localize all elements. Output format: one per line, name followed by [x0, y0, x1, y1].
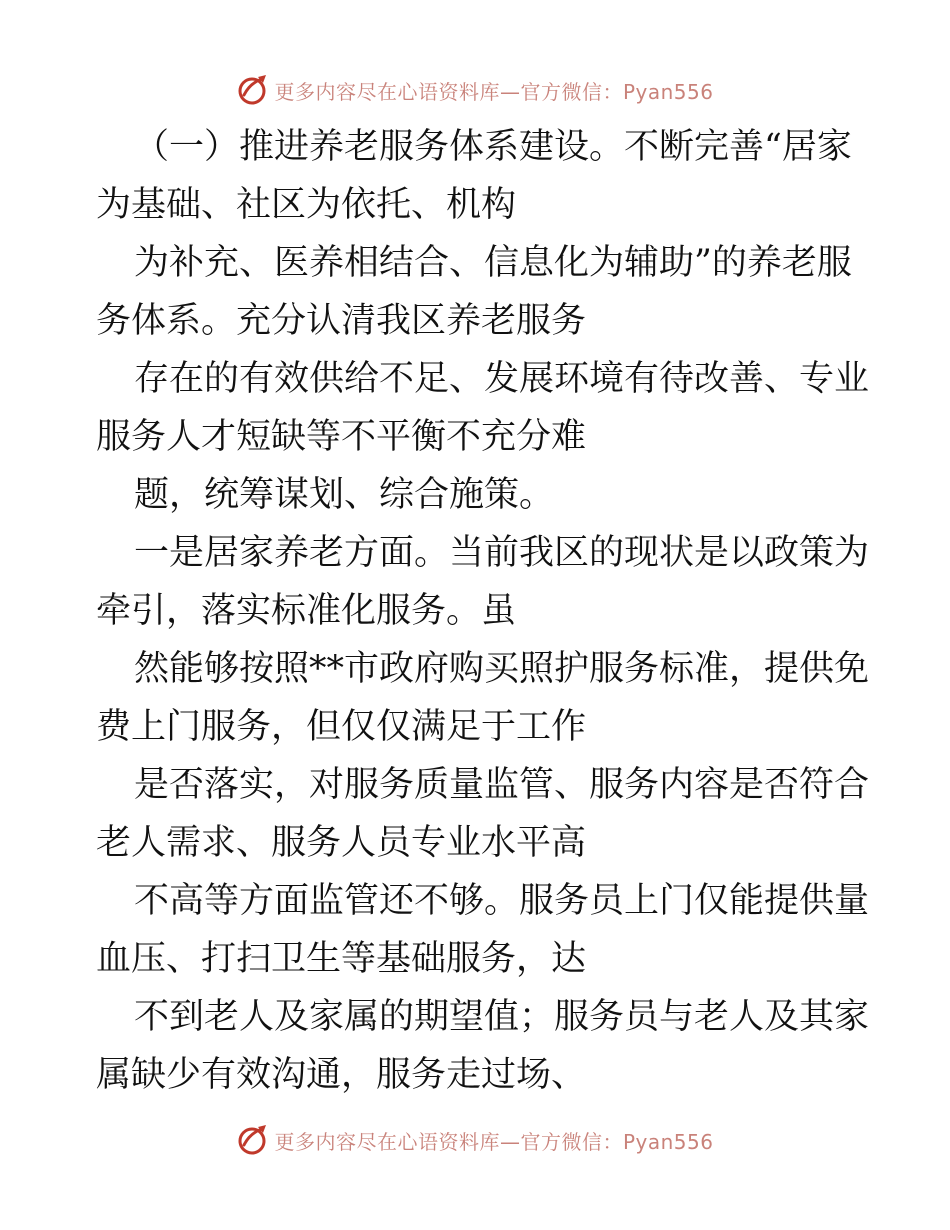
document-body: [96, 118, 870, 1104]
paragraph-line: 服务人才短缺等不平衡不充分难: [96, 417, 587, 457]
watermark-text: 更多内容尽在心语资料库—官方微信：Pyan556: [274, 79, 714, 104]
paragraph-line: 为基础、社区为依托、机构: [96, 185, 517, 225]
paragraph: [96, 350, 870, 466]
paragraph: [96, 756, 870, 872]
paragraph-line: 一是居家养老方面。当前我区的现状是以政策为: [134, 533, 870, 573]
paragraph: [96, 988, 870, 1104]
paragraph: [96, 872, 870, 988]
watermark-text: 更多内容尽在心语资料库—官方微信：Pyan556: [274, 1129, 714, 1154]
paragraph-line: 费上门服务，但仅仅满足于工作: [96, 707, 587, 747]
paragraph: [96, 234, 856, 350]
paragraph-line: 血压、打扫卫生等基础服务，达: [96, 939, 587, 979]
paragraph-line: 牵引，落实标准化服务。虽: [96, 591, 517, 631]
paragraph: [96, 524, 870, 640]
pen-swirl-icon: [236, 1123, 270, 1157]
paragraph-line: 是否落实，对服务质量监管、服务内容是否符合: [134, 765, 870, 805]
paragraph-line: 题，统筹谋划、综合施策。: [134, 475, 555, 515]
paragraph-line: 务体系。充分认清我区养老服务: [96, 301, 587, 341]
paragraph-line: 老人需求、服务人员专业水平高: [96, 823, 587, 863]
paragraph-line: 属缺少有效沟通，服务走过场、: [96, 1055, 587, 1095]
footer-watermark: [0, 1118, 950, 1162]
pen-swirl-icon: [236, 73, 270, 107]
paragraph-line: 为补充、医养相结合、信息化为辅助”的养老服: [134, 243, 852, 283]
paragraph: [96, 118, 856, 234]
paragraph-line: 然能够按照**市政府购买照护服务标准，提供免: [134, 649, 870, 689]
paragraph-line: 不到老人及家属的期望值；服务员与老人及其家: [134, 997, 870, 1037]
paragraph: [96, 640, 870, 756]
paragraph-line: 不高等方面监管还不够。服务员上门仅能提供量: [134, 881, 870, 921]
header-watermark: [0, 68, 950, 112]
paragraph-line: 存在的有效供给不足、发展环境有待改善、专业: [134, 359, 870, 399]
paragraph-line: （一）推进养老服务体系建设。不断完善“居家: [134, 127, 852, 167]
